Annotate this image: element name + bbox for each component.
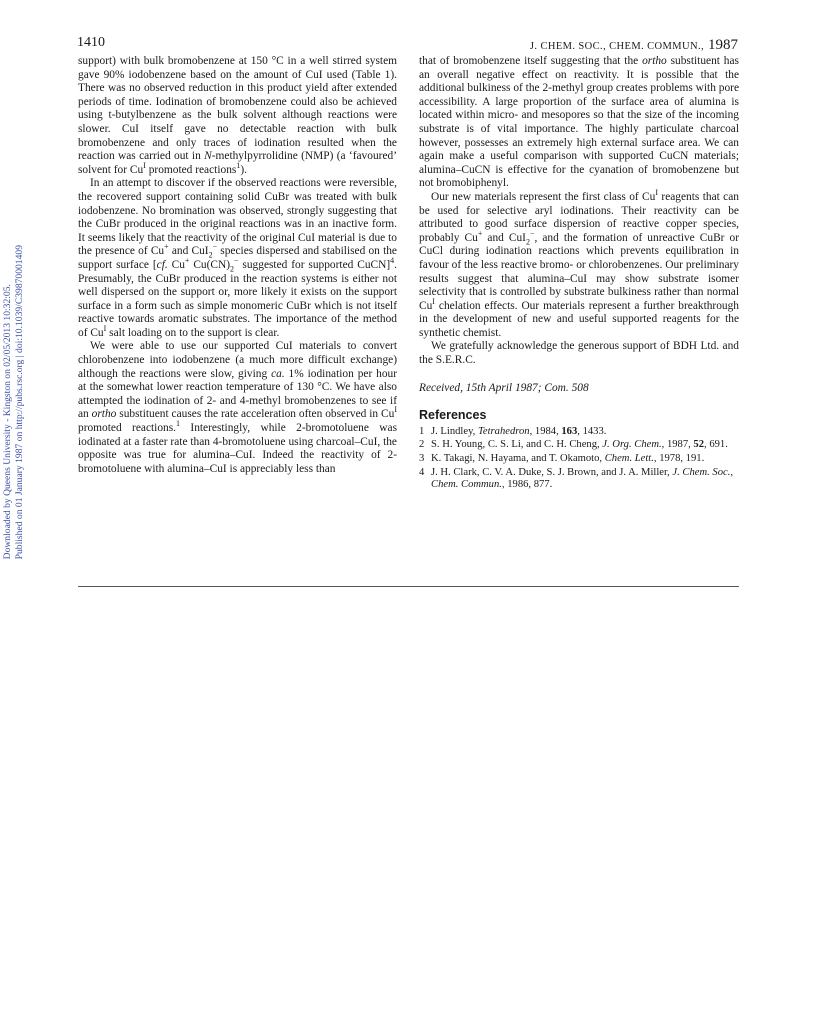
right-paragraph-1: that of bromobenzene itself suggesting that the ortho substituent has an overall negative effect on reactivity. It is possible that the additional bulkiness of the 2-methyl group creates problems with pore accessibility. A large proportion of the surface area of alumina is located within micro- and mesopores so that the size of the incoming substrate is of vital importance. The highly particulate charcoal however, possesses an extremely high external surface area. We can again make a useful comparison with supported CuCN materials; alumina–CuCN is effective for the cyanation of bromobenzene but not bromobiphenyl. xyxy=(419,55,739,190)
citation-ref[interactable]: 1 xyxy=(176,419,181,429)
received-date: Received, 15th April 1987; Com. 508 xyxy=(419,381,589,394)
left-paragraph-1: support) with bulk bromobenzene at 150 °C in a well stirred system gave 90% iodobenzene based on the amount of CuI used (Table 1). There was no observed reduction in this product yield after extended periods of time. Iodination of bromobenzene could also be achieved using t-butylbenzene as the bulk solvent although reactions were slower. CuI itself gave no detectable reaction with bulk bromobenzene and only traces of iodination resulted when the reaction was carried out in N-methylpyrrolidine (NMP) (a ‘favoured’ solvent for $Cu^I$ promoted reactions$^1$). xyxy=(78,55,397,176)
right-column xyxy=(419,55,739,493)
left-column xyxy=(78,55,397,476)
reference-item: 4 J. H. Clark, C. V. A. Duke, S. J. Brown, and J. A. Miller, J. Chem. Soc., Chem. Commun., 1986, 877. xyxy=(419,466,733,491)
sidebar-publish-line[interactable]: Published on 01 January 1987 on http://pubs.rsc.org | doi:10.1039/C39870001409 xyxy=(14,245,25,560)
page-number: 1410 xyxy=(77,35,105,50)
references-heading: References xyxy=(419,408,487,423)
left-paragraph-2: In an attempt to discover if the observed reactions were reversible, the recovered support containing solid CuBr was treated with bulk iodobenzene. No bromination was observed, strongly suggesting that the CuBr produced in the original reactions was in an inactive form. It seems likely that the reactivity of the original CuI material is due to the presence of Cu+ and CuI$_2$− species dispersed and stabilised on the support surface [cf. Cu+ $Cu(CN)_2^-$ suggested for supported CuCN]$^4$. Presumably, the CuBr produced in the reaction systems is either not well dispersed on the support or, more likely it exists on the support surface in a form such as simple monomeric CuBr which is not itself reactive towards aromatic substrates. The importance of the method of $Cu^I$ salt loading on to the support is clear. xyxy=(78,177,397,339)
reference-item: 1 J. Lindley, Tetrahedron, 1984, 163, 1433. xyxy=(419,425,607,437)
acknowledgement: We gratefully acknowledge the generous support of BDH Ltd. and the S.E.R.C. xyxy=(419,340,739,367)
right-paragraph-2: Our new materials represent the first class of $Cu^I$ reagents that can be used for selective aryl iodinations. Their reactivity can be attributed to good surface dispersion of reactive copper species, probably Cu+ and CuI$_2$−, and the formation of unreactive CuBr or CuCl during iodination reactions which prevents equilibration in favour of the less reactive bromo- or chlorobenzenes. Our preliminary results suggest that alumina–CuI may show substrate isomer selectivity that is controlled by substrate bulkiness rather than normal $Cu^I$ chelation effects. Our materials represent a further breakthrough in the development of new and useful supported reagents for the synthetic chemist. xyxy=(419,188,739,339)
citation-ref[interactable]: 1 xyxy=(236,160,241,170)
reference-item: 3 K. Takagi, N. Hayama, and T. Okamoto, Chem. Lett., 1978, 191. xyxy=(419,453,705,465)
journal-name: J. CHEM. SOC., CHEM. COMMUN., xyxy=(529,41,704,52)
download-sidebar xyxy=(2,245,26,559)
reference-item: 2 S. H. Young, C. S. Li, and C. H. Cheng, J. Org. Chem., 1987, 52, 691. xyxy=(419,439,728,451)
sidebar-download-line[interactable]: Downloaded by Queens University - Kingston on 02/05/2013 10:32:05. xyxy=(2,284,13,560)
journal-year: 1987 xyxy=(708,37,738,53)
citation-ref[interactable]: 4 xyxy=(390,256,395,266)
running-head xyxy=(530,37,738,54)
left-paragraph-3: We were able to use our supported CuI materials to convert chlorobenzene into iodobenzene (a much more difficult exchange) although the reactions were slow, giving ca. 1% iodination per hour at the somewhat lower reaction temperature of 130 °C. We have also attempted the iodination of 2- and 4-methyl bromobenzenes to see if an ortho substituent causes the rate acceleration often observed in $Cu^I$ promoted reactions.$^1$ Interestingly, while 2-bromotoluene was iodinated at a faster rate than 4-bromotoluene using charcoal–CuI, the opposite was true for alumina–CuI. Indeed the reactivity of 2-bromotoluene with alumina–CuI is appreciably less than xyxy=(78,340,398,475)
footer-rule xyxy=(78,586,739,587)
references-list xyxy=(419,426,739,492)
